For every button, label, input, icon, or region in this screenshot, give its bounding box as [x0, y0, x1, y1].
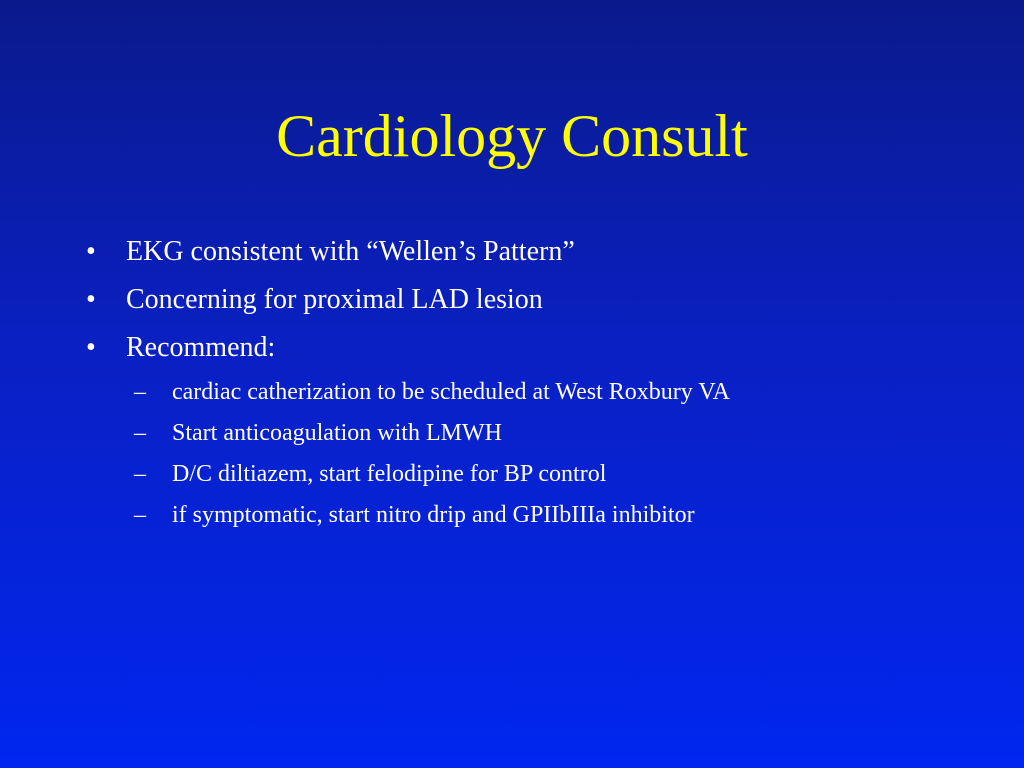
bullet-marker: • [86, 236, 96, 267]
sub-bullet-list [86, 372, 966, 536]
sub-bullet-text: Start anticoagulation with LMWH [172, 420, 502, 446]
sub-bullet-item [86, 495, 966, 536]
sub-bullet-marker: – [134, 461, 146, 487]
bullet-item [86, 324, 966, 372]
bullet-text: Concerning for proximal LAD lesion [126, 284, 543, 315]
sub-bullet-text: cardiac catherization to be scheduled at West Roxbury VA [172, 379, 730, 405]
bullet-item [86, 228, 966, 276]
bullet-marker: • [86, 284, 96, 315]
sub-bullet-item [86, 454, 966, 495]
bullet-marker: • [86, 332, 96, 363]
sub-bullet-marker: – [134, 502, 146, 528]
bullet-text: Recommend: [126, 332, 276, 363]
sub-bullet-item [86, 413, 966, 454]
sub-bullet-marker: – [134, 379, 146, 405]
slide-title: Cardiology Consult [276, 103, 748, 169]
sub-bullet-text: if symptomatic, start nitro drip and GPIIbIIIa inhibitor [172, 502, 695, 528]
sub-bullet-marker: – [134, 420, 146, 446]
bullet-item [86, 276, 966, 324]
sub-bullet-item [86, 372, 966, 413]
bullet-list [86, 228, 966, 372]
bullet-text: EKG consistent with “Wellen’s Pattern” [126, 236, 575, 267]
slide-body [86, 228, 966, 536]
sub-bullet-text: D/C diltiazem, start felodipine for BP control [172, 461, 607, 487]
